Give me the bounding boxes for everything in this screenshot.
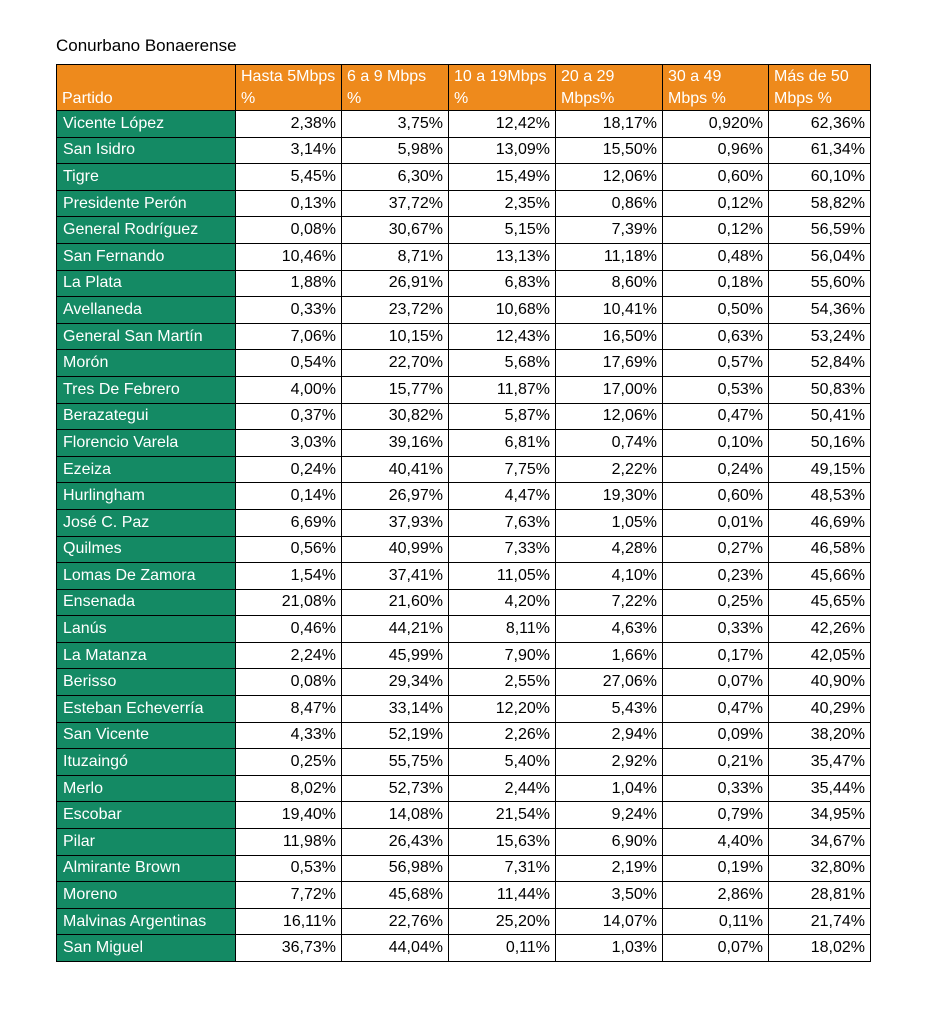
percentage-cell: 0,18% bbox=[663, 270, 769, 297]
partido-cell: Lomas De Zamora bbox=[57, 563, 236, 590]
percentage-cell: 4,00% bbox=[236, 376, 342, 403]
percentage-cell: 4,63% bbox=[556, 616, 663, 643]
percentage-cell: 60,10% bbox=[769, 164, 871, 191]
partido-cell: San Fernando bbox=[57, 243, 236, 270]
percentage-cell: 0,11% bbox=[449, 935, 556, 962]
percentage-cell: 35,44% bbox=[769, 775, 871, 802]
percentage-cell: 45,65% bbox=[769, 589, 871, 616]
percentage-cell: 26,97% bbox=[342, 483, 449, 510]
table-row bbox=[57, 935, 871, 962]
percentage-cell: 52,84% bbox=[769, 350, 871, 377]
partido-cell: Avellaneda bbox=[57, 297, 236, 324]
percentage-cell: 49,15% bbox=[769, 456, 871, 483]
percentage-cell: 0,47% bbox=[663, 696, 769, 723]
partido-cell: San Isidro bbox=[57, 137, 236, 164]
partido-cell: Moreno bbox=[57, 882, 236, 909]
percentage-cell: 14,08% bbox=[342, 802, 449, 829]
percentage-cell: 15,63% bbox=[449, 829, 556, 856]
percentage-cell: 17,00% bbox=[556, 376, 663, 403]
table-row bbox=[57, 456, 871, 483]
percentage-cell: 0,96% bbox=[663, 137, 769, 164]
table-row bbox=[57, 483, 871, 510]
percentage-cell: 5,87% bbox=[449, 403, 556, 430]
percentage-cell: 11,18% bbox=[556, 243, 663, 270]
percentage-cell: 21,74% bbox=[769, 908, 871, 935]
partido-cell: Ensenada bbox=[57, 589, 236, 616]
percentage-cell: 0,37% bbox=[236, 403, 342, 430]
percentage-cell: 0,08% bbox=[236, 217, 342, 244]
percentage-cell: 0,27% bbox=[663, 536, 769, 563]
percentage-cell: 39,16% bbox=[342, 430, 449, 457]
percentage-cell: 0,57% bbox=[663, 350, 769, 377]
percentage-cell: 0,07% bbox=[663, 669, 769, 696]
percentage-cell: 52,19% bbox=[342, 722, 449, 749]
percentage-cell: 0,12% bbox=[663, 190, 769, 217]
percentage-cell: 19,30% bbox=[556, 483, 663, 510]
partido-cell: General Rodríguez bbox=[57, 217, 236, 244]
percentage-cell: 38,20% bbox=[769, 722, 871, 749]
percentage-cell: 7,90% bbox=[449, 642, 556, 669]
percentage-cell: 34,95% bbox=[769, 802, 871, 829]
table-row bbox=[57, 323, 871, 350]
column-header-partido: Partido bbox=[57, 65, 236, 111]
partido-cell: Florencio Varela bbox=[57, 430, 236, 457]
percentage-cell: 0,24% bbox=[663, 456, 769, 483]
table-row bbox=[57, 669, 871, 696]
percentage-cell: 4,33% bbox=[236, 722, 342, 749]
percentage-cell: 12,06% bbox=[556, 164, 663, 191]
partido-cell: Malvinas Argentinas bbox=[57, 908, 236, 935]
table-row bbox=[57, 642, 871, 669]
internet-speed-table bbox=[56, 64, 871, 962]
percentage-cell: 0,19% bbox=[663, 855, 769, 882]
percentage-cell: 44,04% bbox=[342, 935, 449, 962]
table-row bbox=[57, 829, 871, 856]
percentage-cell: 2,35% bbox=[449, 190, 556, 217]
percentage-cell: 0,23% bbox=[663, 563, 769, 590]
percentage-cell: 19,40% bbox=[236, 802, 342, 829]
percentage-cell: 0,01% bbox=[663, 509, 769, 536]
percentage-cell: 45,66% bbox=[769, 563, 871, 590]
partido-cell: Almirante Brown bbox=[57, 855, 236, 882]
percentage-cell: 15,50% bbox=[556, 137, 663, 164]
column-header-6-a-9-mbps: 6 a 9 Mbps % bbox=[342, 65, 449, 111]
percentage-cell: 10,15% bbox=[342, 323, 449, 350]
percentage-cell: 0,08% bbox=[236, 669, 342, 696]
percentage-cell: 0,60% bbox=[663, 483, 769, 510]
percentage-cell: 37,72% bbox=[342, 190, 449, 217]
percentage-cell: 0,12% bbox=[663, 217, 769, 244]
table-row bbox=[57, 403, 871, 430]
percentage-cell: 0,920% bbox=[663, 111, 769, 138]
percentage-cell: 0,25% bbox=[236, 749, 342, 776]
column-header-mas-de-50-mbps: Más de 50 Mbps % bbox=[769, 65, 871, 111]
percentage-cell: 42,26% bbox=[769, 616, 871, 643]
partido-cell: San Vicente bbox=[57, 722, 236, 749]
percentage-cell: 55,60% bbox=[769, 270, 871, 297]
percentage-cell: 34,67% bbox=[769, 829, 871, 856]
percentage-cell: 13,09% bbox=[449, 137, 556, 164]
percentage-cell: 0,50% bbox=[663, 297, 769, 324]
column-header-30-a-49-mbps: 30 a 49 Mbps % bbox=[663, 65, 769, 111]
percentage-cell: 8,60% bbox=[556, 270, 663, 297]
percentage-cell: 56,59% bbox=[769, 217, 871, 244]
percentage-cell: 7,06% bbox=[236, 323, 342, 350]
percentage-cell: 8,47% bbox=[236, 696, 342, 723]
partido-cell: José C. Paz bbox=[57, 509, 236, 536]
table-row bbox=[57, 749, 871, 776]
table-row bbox=[57, 376, 871, 403]
percentage-cell: 36,73% bbox=[236, 935, 342, 962]
percentage-cell: 35,47% bbox=[769, 749, 871, 776]
percentage-cell: 6,30% bbox=[342, 164, 449, 191]
percentage-cell: 17,69% bbox=[556, 350, 663, 377]
percentage-cell: 0,33% bbox=[236, 297, 342, 324]
percentage-cell: 61,34% bbox=[769, 137, 871, 164]
percentage-cell: 25,20% bbox=[449, 908, 556, 935]
partido-cell: Hurlingham bbox=[57, 483, 236, 510]
percentage-cell: 7,31% bbox=[449, 855, 556, 882]
table-row bbox=[57, 430, 871, 457]
percentage-cell: 0,33% bbox=[663, 775, 769, 802]
percentage-cell: 0,07% bbox=[663, 935, 769, 962]
partido-cell: Tres De Febrero bbox=[57, 376, 236, 403]
percentage-cell: 2,38% bbox=[236, 111, 342, 138]
table-row bbox=[57, 536, 871, 563]
percentage-cell: 4,20% bbox=[449, 589, 556, 616]
percentage-cell: 0,54% bbox=[236, 350, 342, 377]
partido-cell: Vicente López bbox=[57, 111, 236, 138]
percentage-cell: 62,36% bbox=[769, 111, 871, 138]
percentage-cell: 28,81% bbox=[769, 882, 871, 909]
table-row bbox=[57, 137, 871, 164]
percentage-cell: 56,98% bbox=[342, 855, 449, 882]
table-row bbox=[57, 190, 871, 217]
percentage-cell: 7,39% bbox=[556, 217, 663, 244]
percentage-cell: 2,92% bbox=[556, 749, 663, 776]
percentage-cell: 0,21% bbox=[663, 749, 769, 776]
table-row bbox=[57, 696, 871, 723]
table-row bbox=[57, 297, 871, 324]
percentage-cell: 1,05% bbox=[556, 509, 663, 536]
percentage-cell: 0,48% bbox=[663, 243, 769, 270]
percentage-cell: 27,06% bbox=[556, 669, 663, 696]
percentage-cell: 5,43% bbox=[556, 696, 663, 723]
percentage-cell: 7,63% bbox=[449, 509, 556, 536]
table-title: Conurbano Bonaerense bbox=[56, 36, 237, 55]
partido-cell: Berisso bbox=[57, 669, 236, 696]
percentage-cell: 0,24% bbox=[236, 456, 342, 483]
percentage-cell: 8,11% bbox=[449, 616, 556, 643]
column-header-10-a-19mbps: 10 a 19Mbps % bbox=[449, 65, 556, 111]
percentage-cell: 26,43% bbox=[342, 829, 449, 856]
percentage-cell: 8,71% bbox=[342, 243, 449, 270]
partido-cell: Morón bbox=[57, 350, 236, 377]
partido-cell: Presidente Perón bbox=[57, 190, 236, 217]
percentage-cell: 2,86% bbox=[663, 882, 769, 909]
percentage-cell: 56,04% bbox=[769, 243, 871, 270]
percentage-cell: 0,09% bbox=[663, 722, 769, 749]
percentage-cell: 21,60% bbox=[342, 589, 449, 616]
table-row bbox=[57, 270, 871, 297]
percentage-cell: 30,82% bbox=[342, 403, 449, 430]
percentage-cell: 54,36% bbox=[769, 297, 871, 324]
percentage-cell: 29,34% bbox=[342, 669, 449, 696]
percentage-cell: 32,80% bbox=[769, 855, 871, 882]
percentage-cell: 1,66% bbox=[556, 642, 663, 669]
percentage-cell: 53,24% bbox=[769, 323, 871, 350]
percentage-cell: 44,21% bbox=[342, 616, 449, 643]
table-row bbox=[57, 111, 871, 138]
percentage-cell: 26,91% bbox=[342, 270, 449, 297]
percentage-cell: 0,60% bbox=[663, 164, 769, 191]
percentage-cell: 50,83% bbox=[769, 376, 871, 403]
percentage-cell: 4,28% bbox=[556, 536, 663, 563]
percentage-cell: 10,41% bbox=[556, 297, 663, 324]
percentage-cell: 1,04% bbox=[556, 775, 663, 802]
percentage-cell: 30,67% bbox=[342, 217, 449, 244]
percentage-cell: 55,75% bbox=[342, 749, 449, 776]
percentage-cell: 48,53% bbox=[769, 483, 871, 510]
percentage-cell: 7,33% bbox=[449, 536, 556, 563]
table-row bbox=[57, 243, 871, 270]
percentage-cell: 18,17% bbox=[556, 111, 663, 138]
percentage-cell: 37,93% bbox=[342, 509, 449, 536]
partido-cell: Ezeiza bbox=[57, 456, 236, 483]
percentage-cell: 0,53% bbox=[663, 376, 769, 403]
partido-cell: Merlo bbox=[57, 775, 236, 802]
percentage-cell: 2,55% bbox=[449, 669, 556, 696]
table-row bbox=[57, 616, 871, 643]
percentage-cell: 0,14% bbox=[236, 483, 342, 510]
column-header-hasta-5mbps: Hasta 5Mbps % bbox=[236, 65, 342, 111]
percentage-cell: 40,99% bbox=[342, 536, 449, 563]
percentage-cell: 40,41% bbox=[342, 456, 449, 483]
percentage-cell: 12,06% bbox=[556, 403, 663, 430]
percentage-cell: 3,03% bbox=[236, 430, 342, 457]
percentage-cell: 2,94% bbox=[556, 722, 663, 749]
percentage-cell: 18,02% bbox=[769, 935, 871, 962]
percentage-cell: 0,53% bbox=[236, 855, 342, 882]
percentage-cell: 12,43% bbox=[449, 323, 556, 350]
percentage-cell: 52,73% bbox=[342, 775, 449, 802]
column-header-20-a-29-mbps: 20 a 29 Mbps% bbox=[556, 65, 663, 111]
percentage-cell: 12,20% bbox=[449, 696, 556, 723]
percentage-cell: 6,81% bbox=[449, 430, 556, 457]
table-row bbox=[57, 563, 871, 590]
percentage-cell: 15,77% bbox=[342, 376, 449, 403]
percentage-cell: 0,74% bbox=[556, 430, 663, 457]
table-row bbox=[57, 217, 871, 244]
percentage-cell: 42,05% bbox=[769, 642, 871, 669]
percentage-cell: 11,98% bbox=[236, 829, 342, 856]
percentage-cell: 1,54% bbox=[236, 563, 342, 590]
table-row bbox=[57, 589, 871, 616]
percentage-cell: 11,87% bbox=[449, 376, 556, 403]
percentage-cell: 5,68% bbox=[449, 350, 556, 377]
percentage-cell: 16,50% bbox=[556, 323, 663, 350]
percentage-cell: 7,72% bbox=[236, 882, 342, 909]
percentage-cell: 40,29% bbox=[769, 696, 871, 723]
partido-cell: Tigre bbox=[57, 164, 236, 191]
percentage-cell: 2,24% bbox=[236, 642, 342, 669]
percentage-cell: 2,22% bbox=[556, 456, 663, 483]
percentage-cell: 6,83% bbox=[449, 270, 556, 297]
percentage-cell: 6,90% bbox=[556, 829, 663, 856]
percentage-cell: 22,70% bbox=[342, 350, 449, 377]
percentage-cell: 15,49% bbox=[449, 164, 556, 191]
percentage-cell: 0,86% bbox=[556, 190, 663, 217]
percentage-cell: 14,07% bbox=[556, 908, 663, 935]
percentage-cell: 0,11% bbox=[663, 908, 769, 935]
percentage-cell: 50,41% bbox=[769, 403, 871, 430]
percentage-cell: 33,14% bbox=[342, 696, 449, 723]
percentage-cell: 3,75% bbox=[342, 111, 449, 138]
header-row bbox=[57, 65, 871, 111]
percentage-cell: 45,99% bbox=[342, 642, 449, 669]
partido-cell: La Matanza bbox=[57, 642, 236, 669]
table-row bbox=[57, 775, 871, 802]
percentage-cell: 2,26% bbox=[449, 722, 556, 749]
percentage-cell: 5,98% bbox=[342, 137, 449, 164]
percentage-cell: 23,72% bbox=[342, 297, 449, 324]
table-row bbox=[57, 882, 871, 909]
percentage-cell: 3,50% bbox=[556, 882, 663, 909]
percentage-cell: 4,47% bbox=[449, 483, 556, 510]
percentage-cell: 4,40% bbox=[663, 829, 769, 856]
table-row bbox=[57, 164, 871, 191]
partido-cell: Lanús bbox=[57, 616, 236, 643]
partido-cell: La Plata bbox=[57, 270, 236, 297]
percentage-cell: 5,45% bbox=[236, 164, 342, 191]
percentage-cell: 11,44% bbox=[449, 882, 556, 909]
percentage-cell: 46,69% bbox=[769, 509, 871, 536]
percentage-cell: 12,42% bbox=[449, 111, 556, 138]
percentage-cell: 0,17% bbox=[663, 642, 769, 669]
percentage-cell: 0,33% bbox=[663, 616, 769, 643]
partido-cell: Pilar bbox=[57, 829, 236, 856]
percentage-cell: 0,13% bbox=[236, 190, 342, 217]
percentage-cell: 10,68% bbox=[449, 297, 556, 324]
percentage-cell: 7,75% bbox=[449, 456, 556, 483]
partido-cell: Escobar bbox=[57, 802, 236, 829]
percentage-cell: 0,79% bbox=[663, 802, 769, 829]
percentage-cell: 0,47% bbox=[663, 403, 769, 430]
partido-cell: Ituzaingó bbox=[57, 749, 236, 776]
percentage-cell: 0,10% bbox=[663, 430, 769, 457]
partido-cell: Quilmes bbox=[57, 536, 236, 563]
percentage-cell: 45,68% bbox=[342, 882, 449, 909]
percentage-cell: 21,08% bbox=[236, 589, 342, 616]
percentage-cell: 4,10% bbox=[556, 563, 663, 590]
partido-cell: San Miguel bbox=[57, 935, 236, 962]
table-body bbox=[57, 111, 871, 962]
percentage-cell: 0,25% bbox=[663, 589, 769, 616]
table-row bbox=[57, 908, 871, 935]
table-row bbox=[57, 350, 871, 377]
percentage-cell: 10,46% bbox=[236, 243, 342, 270]
percentage-cell: 37,41% bbox=[342, 563, 449, 590]
percentage-cell: 50,16% bbox=[769, 430, 871, 457]
percentage-cell: 58,82% bbox=[769, 190, 871, 217]
percentage-cell: 16,11% bbox=[236, 908, 342, 935]
table-row bbox=[57, 855, 871, 882]
percentage-cell: 0,46% bbox=[236, 616, 342, 643]
percentage-cell: 7,22% bbox=[556, 589, 663, 616]
percentage-cell: 21,54% bbox=[449, 802, 556, 829]
percentage-cell: 0,63% bbox=[663, 323, 769, 350]
percentage-cell: 5,15% bbox=[449, 217, 556, 244]
partido-cell: General San Martín bbox=[57, 323, 236, 350]
partido-cell: Berazategui bbox=[57, 403, 236, 430]
percentage-cell: 9,24% bbox=[556, 802, 663, 829]
percentage-cell: 0,56% bbox=[236, 536, 342, 563]
percentage-cell: 6,69% bbox=[236, 509, 342, 536]
percentage-cell: 11,05% bbox=[449, 563, 556, 590]
percentage-cell: 13,13% bbox=[449, 243, 556, 270]
percentage-cell: 1,88% bbox=[236, 270, 342, 297]
percentage-cell: 5,40% bbox=[449, 749, 556, 776]
percentage-cell: 46,58% bbox=[769, 536, 871, 563]
table-row bbox=[57, 722, 871, 749]
percentage-cell: 1,03% bbox=[556, 935, 663, 962]
percentage-cell: 22,76% bbox=[342, 908, 449, 935]
table-row bbox=[57, 509, 871, 536]
partido-cell: Esteban Echeverría bbox=[57, 696, 236, 723]
percentage-cell: 3,14% bbox=[236, 137, 342, 164]
table-row bbox=[57, 802, 871, 829]
percentage-cell: 2,44% bbox=[449, 775, 556, 802]
percentage-cell: 2,19% bbox=[556, 855, 663, 882]
percentage-cell: 8,02% bbox=[236, 775, 342, 802]
percentage-cell: 40,90% bbox=[769, 669, 871, 696]
